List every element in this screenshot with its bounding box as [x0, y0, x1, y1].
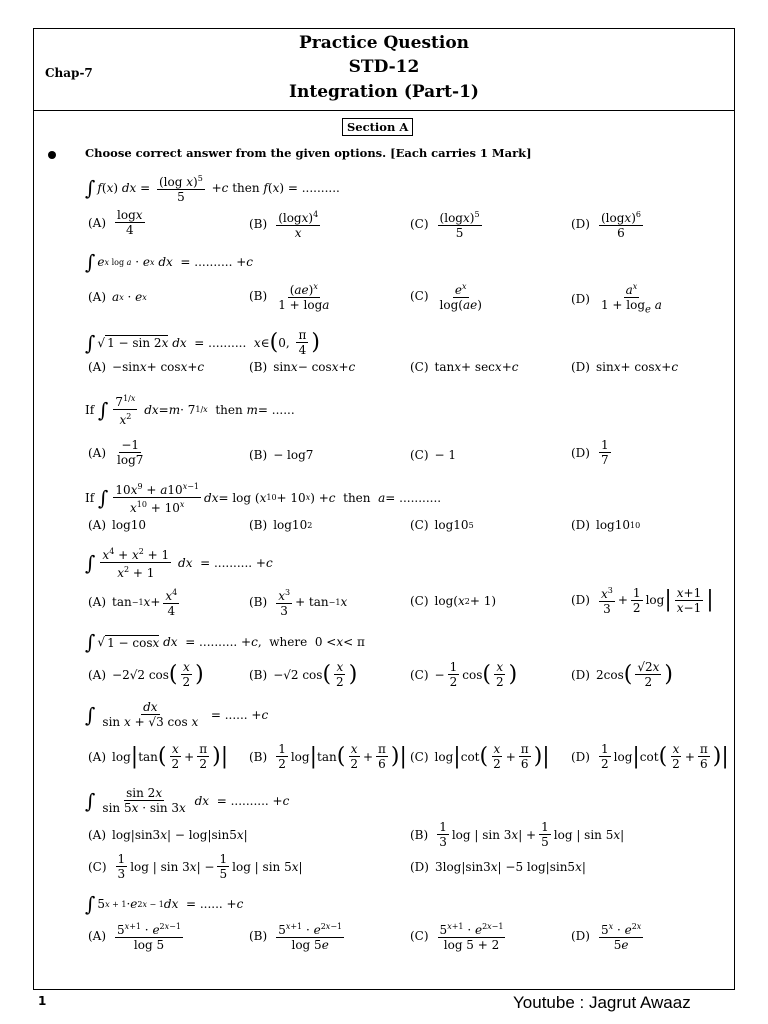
q5-option-b[interactable]: (B) log10 2	[249, 518, 313, 532]
q1-option-c[interactable]: (C) $\frac{(\log x)^5}{5}$	[410, 210, 480, 240]
q2-option-c[interactable]: (C) $\frac{e^x}{\log(ae)}$	[410, 282, 482, 312]
q1-option-d[interactable]: (D) $\frac{(\log x)^6}{6}$	[571, 210, 641, 240]
chapter-label: Chap-7	[45, 66, 93, 80]
q8-option-d[interactable]: (D) $\frac{1}{2}$ log | cot ( $\frac{x}{2}$ + $\frac{\pi}{6}$ ) |	[571, 742, 729, 771]
q2-option-d[interactable]: (D) $\frac{a^x}{1 + \log_e a}$	[571, 282, 662, 316]
q1-option-b[interactable]: (B) $\frac{(\log x)^4}{x}$	[249, 210, 319, 240]
q6-option-b[interactable]: (B) $\frac{x^3}{3}$ + tan −1 x	[249, 588, 348, 618]
q3-option-c[interactable]: (C) tan x + sec x + c	[410, 360, 519, 374]
q7-option-d[interactable]: (D) 2cos ( $\frac{√2x}{2}$ )	[571, 660, 673, 689]
q9-option-c[interactable]: (C) $\frac{1}{3}$ log | sin 3 x | − $\frac{1}{5}$ log | sin 5 x |	[88, 852, 303, 881]
q8-option-a[interactable]: (A) log | tan ( $\frac{x}{2}$ + $\frac{\pi}{2}$ ) |	[88, 742, 229, 771]
q1-option-a[interactable]: (A) $\frac{\log x}{4}$	[88, 208, 143, 237]
youtube-credit: Youtube : Jagrut Awaaz	[513, 993, 691, 1012]
q10-option-d[interactable]: (D) $\frac{5^x \cdot e^{2x}}{5e}$	[571, 922, 642, 952]
q9-option-b[interactable]: (B) $\frac{1}{3}$ log | sin 3 x | + $\frac{1}{5}$ log | sin 5 x |	[410, 820, 625, 849]
q2-option-a[interactable]: (A) a x · e x	[88, 290, 147, 304]
q7-option-b[interactable]: (B) −√2 cos ( $\frac{x}{2}$ )	[249, 660, 358, 689]
q9-option-d[interactable]: (D) 3log|sin3 x | −5 log|sin5 x |	[410, 860, 586, 874]
page-title: Practice Question	[298, 33, 470, 53]
q6-option-d[interactable]: (D) $\frac{x^3}{3}$ + $\frac{1}{2}$ log | $\frac{x+1}{x-1}$ |	[571, 585, 714, 616]
topic-title: Integration (Part-1)	[289, 82, 479, 102]
q7-option-c[interactable]: (C) − $\frac{1}{2}$ cos ( $\frac{x}{2}$ )	[410, 660, 518, 689]
question-4: If ∫ $\frac{7^{1/x}}{x^2}$ dx = m · 7 1/x then m = ......	[85, 394, 295, 427]
q2-option-b[interactable]: (B) $\frac{(ae)^x}{1 + \log a}$	[249, 282, 330, 312]
question-9: ∫ $\frac{\sin 2x}{\sin 5x \cdot \sin 3x}$ dx = .......... + c	[85, 786, 290, 815]
question-8: ∫ $\frac{dx}{\text{sin x + √3 cos x}}$ = ...... + c	[85, 700, 269, 729]
q9-option-a[interactable]: (A) log|sin3 x | − log|sin5 x |	[88, 828, 248, 842]
section-label: Section A	[342, 118, 413, 136]
question-7: ∫ √ 1 − cosx dx = .......... + c , where 0 < x < π	[85, 630, 365, 654]
instruction-text: Choose correct answer from the given options. [Each carries 1 Mark]	[85, 146, 532, 160]
q4-option-c[interactable]: (C) − 1	[410, 448, 457, 462]
q5-option-c[interactable]: (C) log10 5	[410, 518, 474, 532]
q10-option-c[interactable]: (C) $\frac{5^{x+1} \cdot e^{2x-1}}{\log 5 + 2}$	[410, 922, 504, 952]
q10-option-a[interactable]: (A) $\frac{5^{x+1} \cdot e^{2x-1}}{\log 5}$	[88, 922, 181, 952]
q10-option-b[interactable]: (B) $\frac{5^{x+1} \cdot e^{2x-1}}{\log 5e}$	[249, 922, 343, 952]
question-2: ∫ e x log a · e x dx = .......... + c	[85, 250, 254, 274]
question-3: ∫ √ 1 − sin 2x dx = .......... x ∈ ( 0, $\frac{\pi}{4}$ )	[85, 328, 320, 357]
q6-option-a[interactable]: (A) tan −1 x + $\frac{x^4}{4}$	[88, 588, 178, 618]
q3-option-b[interactable]: (B) sin x − cos x + c	[249, 360, 356, 374]
question-5: If ∫ $\frac{10x^9 + a10^{x-1}}{x^{10} + 10^x}$ dx = log ( x 10 + 10 x ) + c then a = ...........	[85, 482, 442, 515]
header-divider	[33, 110, 735, 111]
q5-option-a[interactable]: (A) log10	[88, 518, 147, 532]
q6-option-c[interactable]: (C) log( x 2 + 1)	[410, 594, 497, 608]
q4-option-d[interactable]: (D) $\frac{1}{7}$	[571, 438, 609, 467]
q5-option-d[interactable]: (D) log10 10	[571, 518, 641, 532]
question-10: ∫ 5 x + 1 · e 2x − 1 dx = ...... + c	[85, 892, 244, 916]
question-6: ∫ $\frac{x^4 + x^2 + 1}{x^2 + 1}$ dx = .......... + c	[85, 547, 273, 580]
q8-option-c[interactable]: (C) log | cot ( $\frac{x}{2}$ + $\frac{\pi}{6}$ ) |	[410, 742, 550, 771]
q8-option-b[interactable]: (B) $\frac{1}{2}$ log | tan ( $\frac{x}{2}$ + $\frac{\pi}{6}$ ) |	[249, 742, 407, 771]
q7-option-a[interactable]: (A) −2√2 cos ( $\frac{x}{2}$ )	[88, 660, 204, 689]
q4-option-a[interactable]: (A) $\frac{-1}{\log 7}$	[88, 438, 144, 467]
q4-option-b[interactable]: (B) − log7	[249, 448, 314, 462]
bullet-icon	[48, 151, 56, 159]
page-number: 1	[38, 994, 47, 1008]
q3-option-a[interactable]: (A) −sin x + cos x + c	[88, 360, 205, 374]
question-1: ∫ f ( x ) dx = $\frac{(\log x)^5}{5}$ + c then f ( x ) = ..........	[85, 174, 340, 204]
q3-option-d[interactable]: (D) sin x + cos x + c	[571, 360, 679, 374]
standard-label: STD-12	[348, 57, 420, 77]
